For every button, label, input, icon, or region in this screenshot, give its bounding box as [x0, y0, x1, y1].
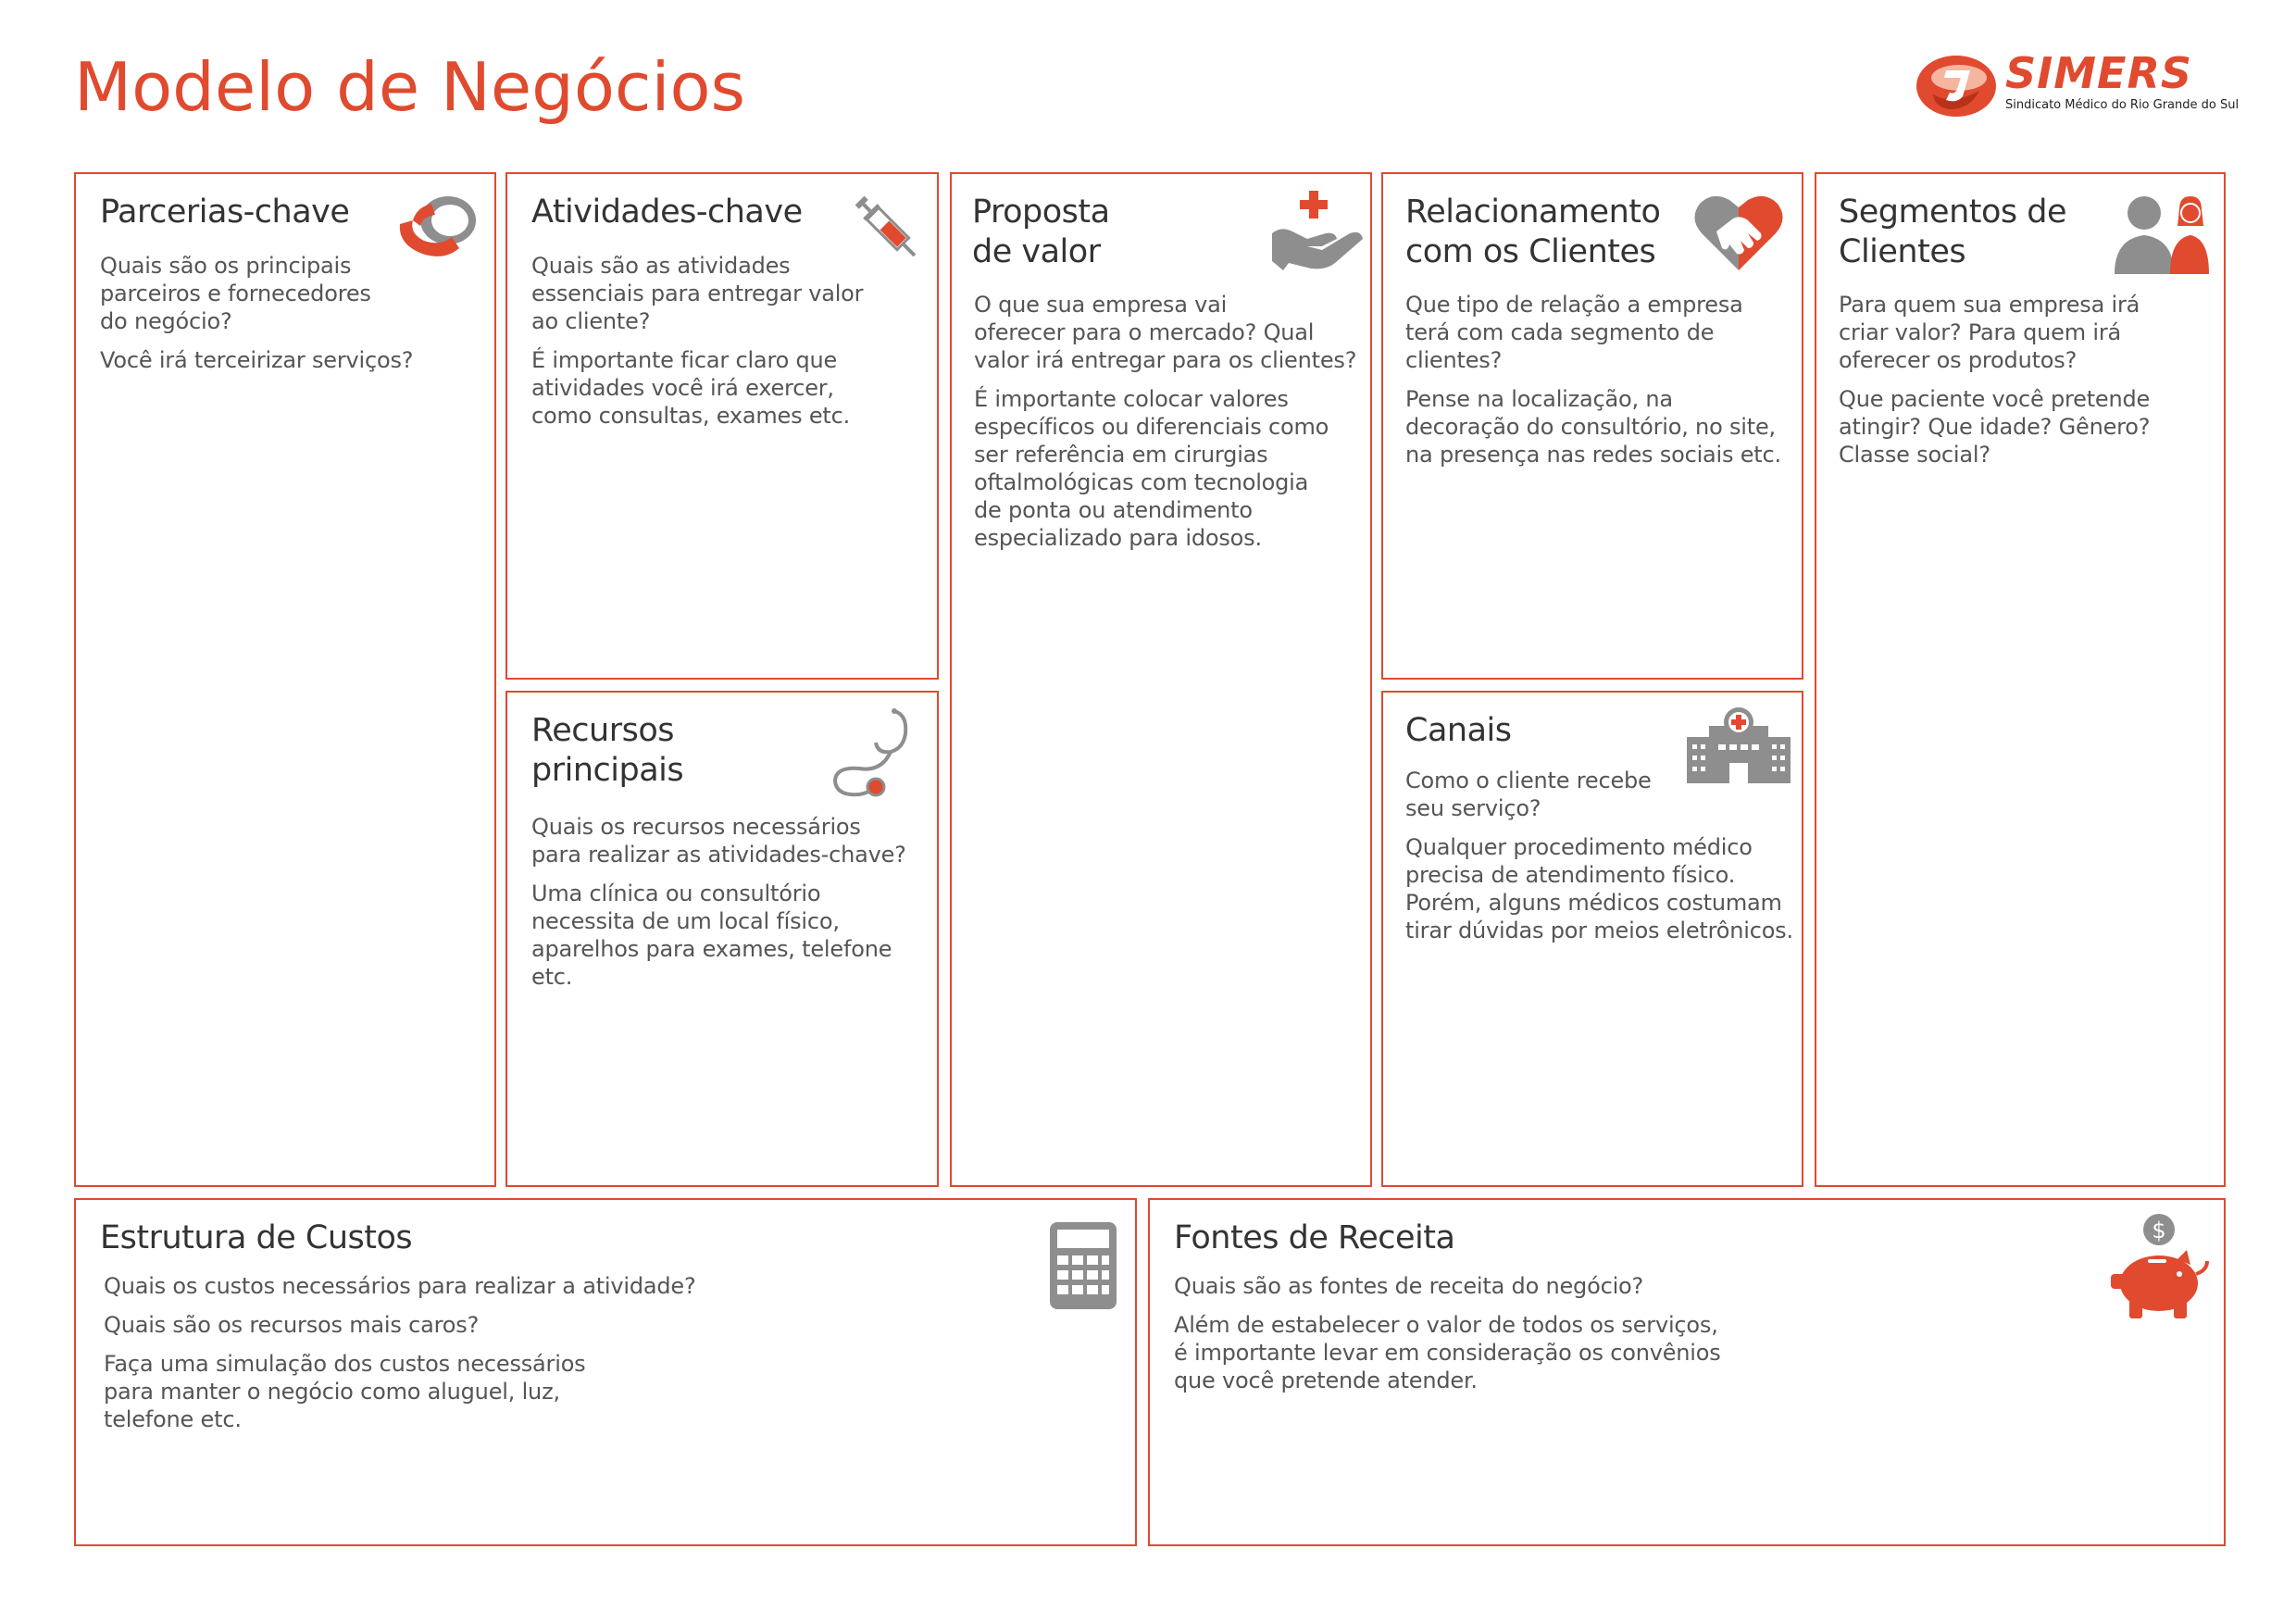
block-text: Faça uma simulação dos custos necessários para manter o negócio como aluguel, luz, telefone etc. — [104, 1351, 586, 1432]
block-cost-structure[interactable] — [74, 1198, 1137, 1546]
svg-text:$: $ — [2152, 1218, 2166, 1243]
block-text: Quais são as fontes de receita do negócio? — [1174, 1273, 1644, 1299]
logo-name: SIMERS — [2005, 48, 2192, 98]
block-text: Que paciente você pretende atingir? Que idade? Gênero? Classe social? — [1839, 386, 2151, 468]
block-customer-relationships[interactable] — [1381, 172, 1803, 680]
block-title: Proposta de valor — [972, 194, 1110, 270]
people-icon — [2113, 191, 2209, 276]
block-text: Além de estabelecer o valor de todos os serviços, é importante levar em consideração os convênios que você pretende atender. — [1174, 1312, 1721, 1393]
block-key-partners[interactable] — [74, 172, 496, 1187]
stethoscope-icon — [822, 706, 924, 807]
block-text: Quais os custos necessários para realizar a atividade? — [104, 1273, 696, 1299]
piggy-bank-icon — [2107, 1213, 2211, 1320]
page-title: Modelo de Negócios — [74, 48, 746, 126]
simers-logo-icon — [1915, 54, 1998, 119]
block-title: Canais — [1405, 712, 1512, 749]
block-title: Relacionamento com os Clientes — [1405, 194, 1661, 270]
block-text: Como o cliente recebe seu serviço? — [1405, 768, 1652, 821]
heart-handshake-icon — [1692, 191, 1785, 276]
block-customer-segments[interactable] — [1815, 172, 2226, 1187]
block-text: Você irá terceirizar serviços? — [100, 347, 414, 373]
block-text: O que sua empresa vai oferecer para o mercado? Qual valor irá entregar para os clientes? — [974, 292, 1357, 373]
block-title: Recursos principais — [531, 712, 684, 789]
block-title: Atividades-chave — [531, 194, 803, 231]
block-key-resources[interactable] — [505, 691, 939, 1187]
logo-subtitle: Sindicato Médico do Rio Grande do Sul — [2005, 98, 2240, 112]
calculator-icon — [1050, 1222, 1117, 1309]
block-value-proposition[interactable] — [950, 172, 1372, 1187]
block-text: É importante colocar valores específicos ou diferenciais como ser referência em cirurgias oftalmológicas com tecnologia de ponta ou atendimento especializado para idosos. — [974, 386, 1329, 551]
block-revenue-streams[interactable] — [1148, 1198, 2226, 1546]
block-text: Pense na localização, na decoração do consultório, no site, na presença nas redes sociais etc. — [1405, 386, 1781, 468]
block-title: Parcerias-chave — [100, 194, 350, 231]
block-title: Fontes de Receita — [1174, 1219, 1455, 1256]
block-key-activities[interactable] — [505, 172, 939, 680]
block-text: Qualquer procedimento médico precisa de atendimento físico. Porém, alguns médicos costumam tirar dúvidas por meios eletrônicos. — [1405, 834, 1793, 943]
block-text: É importante ficar claro que atividades você irá exercer, como consultas, exames etc. — [531, 347, 851, 429]
ring-icon — [394, 189, 483, 263]
block-text: Que tipo de relação a empresa terá com cada segmento de clientes? — [1405, 292, 1743, 373]
block-text: Uma clínica ou consultório necessita de um local físico, aparelhos para exames, telefone etc. — [531, 881, 892, 990]
block-title: Segmentos de Clientes — [1839, 194, 2067, 270]
simers-logo — [1915, 48, 2240, 120]
hand-cross-icon — [1270, 187, 1366, 280]
block-channels[interactable] — [1381, 691, 1803, 1187]
block-title: Estrutura de Custos — [100, 1219, 413, 1256]
hospital-icon — [1685, 706, 1792, 785]
block-text: Para quem sua empresa irá criar valor? Para quem irá oferecer os produtos? — [1839, 292, 2140, 373]
block-text: Quais os recursos necessários para realizar as atividades-chave? — [531, 814, 906, 868]
block-text: Quais são as atividades essenciais para entregar valor ao cliente? — [531, 253, 864, 334]
block-text: Quais são os principais parceiros e fornecedores do negócio? — [100, 253, 371, 334]
block-text: Quais são os recursos mais caros? — [104, 1312, 480, 1338]
